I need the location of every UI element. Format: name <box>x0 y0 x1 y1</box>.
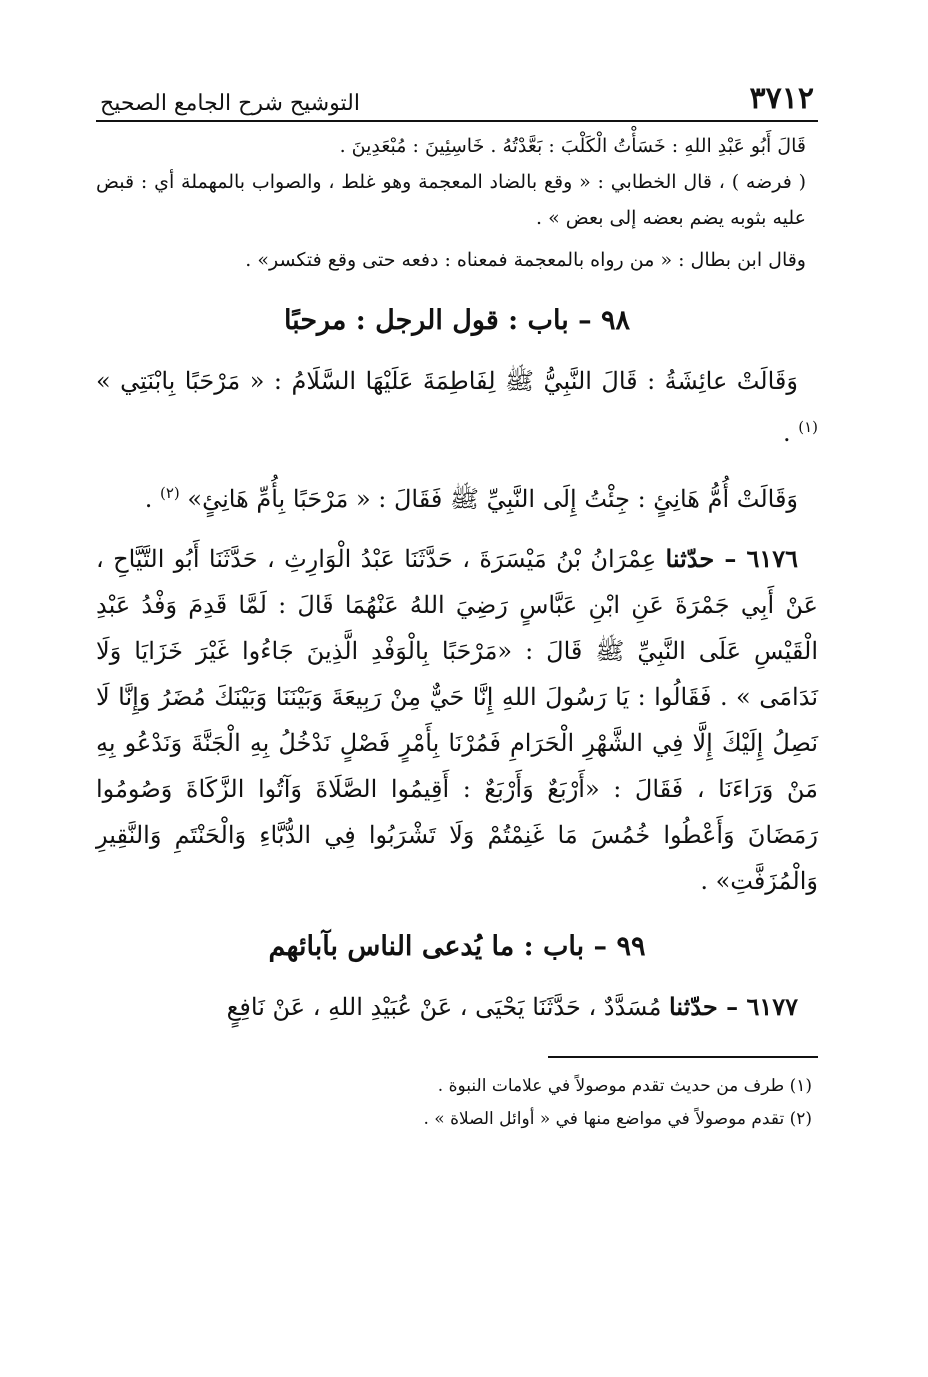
running-title: التوشيح شرح الجامع الصحيح <box>100 91 360 116</box>
umm-hani-narration <box>96 470 818 522</box>
aisha-narration-text: وَقَالَتْ عائِشَةُ : قَالَ النَّبِيُّ ﷺ لِفَاطِمَةَ عَلَيْهَا السَّلَامُ : « مَرْحَبًا بِابْنَتِي » <box>96 367 798 395</box>
khattabi-comment: ( فرضه ) ، قال الخطابي : « وقع بالضاد المعجمة وهو غلط ، والصواب بالمهملة أي : قبض عليه بثوبه يضم بعضه إلى بعض » . <box>96 171 806 229</box>
chapter-98-heading: ٩٨ – باب : قول الرجل : مرحبًا <box>283 305 631 336</box>
footnote-2: (٢) تقدم موصولاً في مواضع منها في « أوائل الصلاة » . <box>423 1109 812 1129</box>
aisha-narration-end: . <box>782 419 799 447</box>
umm-hani-narration-text: وَقَالَتْ أُمُّ هَانِئٍ : جِئْتُ إِلَى النَّبِيِّ ﷺ فَقَالَ : « مَرْحَبًا بِأُمِّ هَانِئٍ» <box>187 485 798 513</box>
page-number: ٣٧١٢ <box>749 81 814 116</box>
hadith-6176-text: عِمْرَانُ بْنُ مَيْسَرَةَ ، حَدَّثَنَا عَبْدُ الْوَارِثِ ، حَدَّثَنَا أَبُو التَّيَّاحِ ، عَنْ أَبِي جَمْرَةَ عَنِ ابْنِ عَبَّاسٍ رَضِيَ اللهُ عَنْهُمَا قَالَ : لَمَّا قَدِمَ وَفْدُ عَبْدِ الْقَيْسِ عَلَى النَّبِيِّ ﷺ قَالَ : «مَرْحَبًا بِالْوَفْدِ الَّذِينَ جَاءُوا غَيْرَ خَزَايَا وَلَا نَدَامَى » . فَقَالُوا : يَا رَسُولَ اللهِ إِنَّا حَيٌّ مِنْ رَبِيعَةَ وَبَيْنَنَا وَبَيْنَكَ مُضَرُ وَإِنَّا لَا نَصِلُ إِلَيْكَ إِلَّا فِي الشَّهْرِ الْحَرَامِ فَمُرْنَا بِأَمْرٍ فَصْلٍ نَدْخُلُ بِهِ الْجَنَّةَ وَنَدْعُو بِهِ مَنْ وَرَاءَنَا ، فَقَالَ : «أَرْبَعٌ وَأَرْبَعٌ : أَقِيمُوا الصَّلَاةَ وَآتُوا الزَّكَاةَ وَصُومُوا رَمَضَانَ وَأَعْطُوا خُمُسَ مَا غَنِمْتُمْ وَلَا تَشْرَبُوا فِي الدُّبَّاءِ وَالْحَنْتَمِ وَالنَّقِيرِ وَالْمُزَفَّتِ» . <box>96 545 818 895</box>
page-header <box>96 72 818 122</box>
hadith-6177 <box>96 984 818 1030</box>
book-page <box>96 72 818 1136</box>
aisha-narration <box>96 358 818 456</box>
chapter-99-heading: ٩٩ – باب : ما يُدعى الناس بآبائهم <box>268 931 646 962</box>
umm-hani-narration-end: . <box>144 485 160 513</box>
hadith-6177-label: ٦١٧٧ – حدّثنا <box>669 992 798 1021</box>
ibn-battal-comment: وقال ابن بطال : « من رواه بالمعجمة فمعناه : دفعه حتى وقع فتكسر» . <box>245 249 806 271</box>
hadith-6176-label: ٦١٧٦ – حدّثنا <box>665 544 798 573</box>
footnote-ref-2[interactable]: (٢) <box>159 484 180 502</box>
hadith-6177-text: مُسَدَّدٌ ، حَدَّثَنَا يَحْيَى ، عَنْ عُبَيْدِ اللهِ ، عَنْ نَافِعٍ <box>226 993 670 1021</box>
footnote-1: (١) طرف من حديث تقدم موصولاً في علامات النبوة . <box>437 1076 812 1096</box>
footnote-ref-1[interactable]: (١) <box>798 418 818 436</box>
hadith-6176 <box>96 536 818 904</box>
footnote-divider <box>548 1056 818 1058</box>
intro-line-1: قَالَ أَبُو عَبْدِ اللهِ : خَسَأْتُ الْكَلْبَ : بَعَّدْتُهُ . خَاسِئِينَ : مُبْعَدِينَ . <box>339 135 806 157</box>
